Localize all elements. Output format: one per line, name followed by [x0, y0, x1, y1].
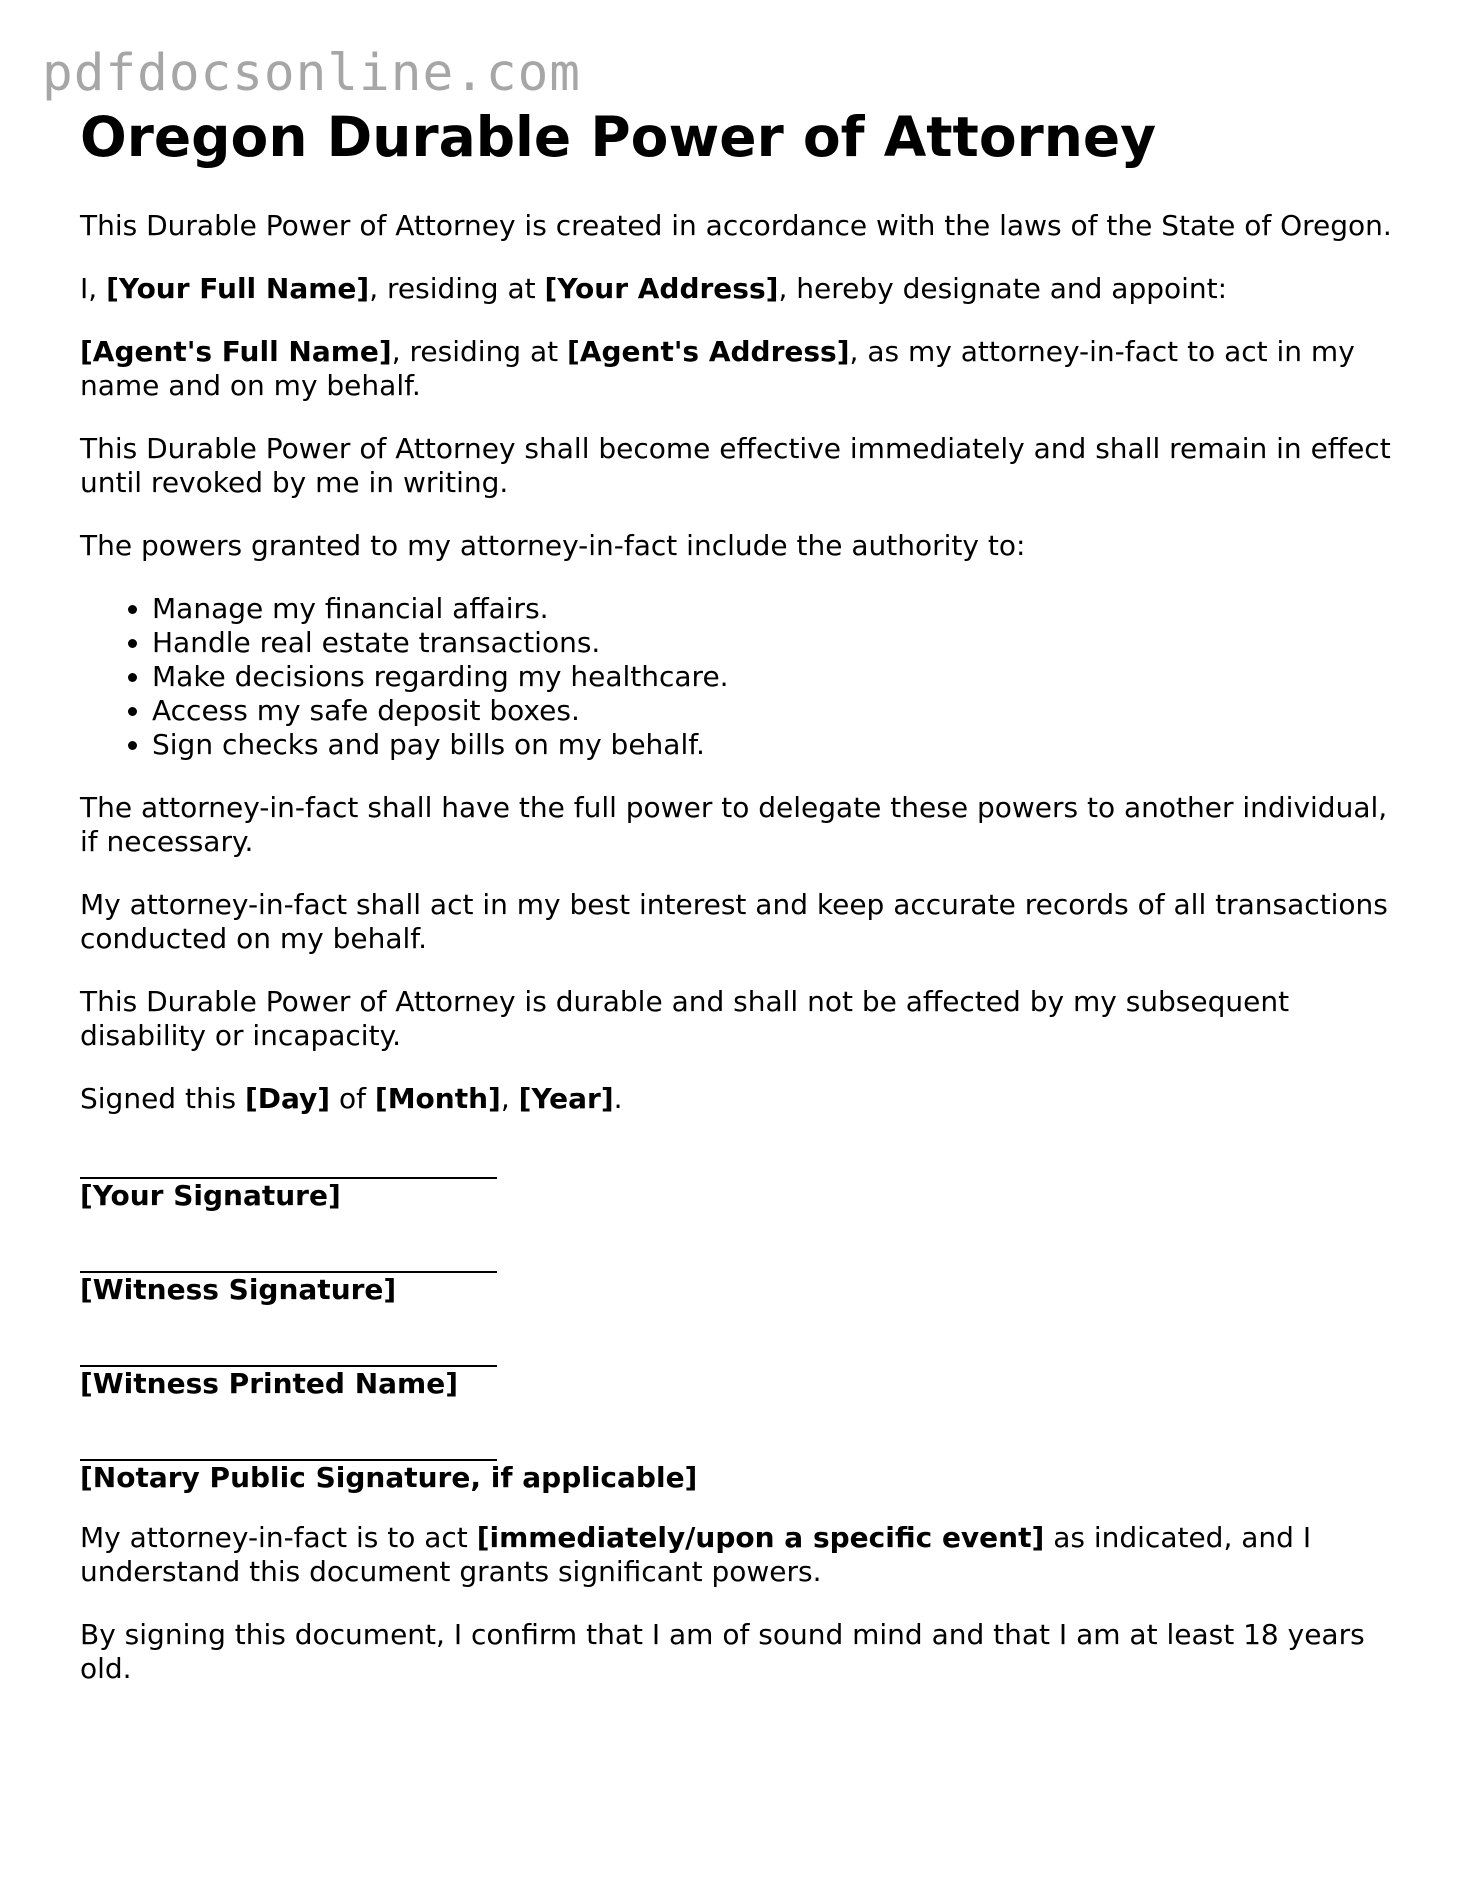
- agent-paragraph: [Agent's Full Name], residing at [Agent's Address], as my attorney-in-fact to act in my name and on my behalf.: [80, 335, 1355, 402]
- agent-name-field: [Agent's Full Name]: [80, 335, 392, 368]
- year-field: [Year]: [518, 1082, 614, 1115]
- signature-label: [Your Signature]: [80, 1179, 341, 1212]
- principal-address-field: [Your Address]: [544, 272, 779, 305]
- signature-label: [Notary Public Signature, if applicable]: [80, 1461, 698, 1494]
- signature-block-witness: [80, 1239, 1400, 1307]
- delegate-paragraph: The attorney-in-fact shall have the full power to delegate these powers to another individual, if necessary.: [80, 791, 1388, 858]
- agent-address-field: [Agent's Address]: [567, 335, 850, 368]
- signature-line[interactable]: [80, 1239, 497, 1273]
- day-field: [Day]: [244, 1082, 331, 1115]
- list-item: • Sign checks and pay bills on my behalf.: [152, 728, 1400, 762]
- signature-block-witness-name: [80, 1333, 1400, 1401]
- signature-block-notary: [80, 1427, 1400, 1495]
- signed-date-paragraph: Signed this [Day] of [Month], [Year].: [80, 1082, 623, 1115]
- signature-line[interactable]: [80, 1427, 497, 1461]
- watermark: pdfdocsonline.com: [42, 44, 581, 103]
- durable-paragraph: This Durable Power of Attorney is durable and shall not be affected by my subsequent disability or incapacity.: [80, 985, 1290, 1052]
- list-item: • Manage my financial affairs.: [152, 592, 1400, 626]
- signature-block-principal: [80, 1145, 1400, 1213]
- signature-label: [Witness Printed Name]: [80, 1367, 458, 1400]
- timing-paragraph: My attorney-in-fact is to act [immediately/upon a specific event] as indicated, and I understand this document grants significant powers.: [80, 1521, 1312, 1588]
- signature-line[interactable]: [80, 1145, 497, 1179]
- effective-paragraph: This Durable Power of Attorney shall become effective immediately and shall remain in effect until revoked by me in writing.: [80, 432, 1391, 499]
- signature-line[interactable]: [80, 1333, 497, 1367]
- document-body: [80, 104, 1400, 1715]
- principal-name-field: [Your Full Name]: [106, 272, 370, 305]
- confirm-paragraph: By signing this document, I confirm that I am of sound mind and that I am at least 18 years old.: [80, 1618, 1365, 1685]
- list-item: • Access my safe deposit boxes.: [152, 694, 1400, 728]
- month-field: [Month]: [374, 1082, 501, 1115]
- principal-paragraph: I, [Your Full Name], residing at [Your Address], hereby designate and appoint:: [80, 272, 1228, 305]
- list-item: • Handle real estate transactions.: [152, 626, 1400, 660]
- intro-paragraph: This Durable Power of Attorney is created in accordance with the laws of the State of Oregon.: [80, 209, 1392, 242]
- list-item: • Make decisions regarding my healthcare.: [152, 660, 1400, 694]
- timing-field: [immediately/upon a specific event]: [476, 1521, 1045, 1554]
- records-paragraph: My attorney-in-fact shall act in my best interest and keep accurate records of all transactions conducted on my behalf.: [80, 888, 1388, 955]
- signature-label: [Witness Signature]: [80, 1273, 397, 1306]
- page-title: Oregon Durable Power of Attorney: [80, 105, 1157, 169]
- powers-list: [80, 592, 1400, 762]
- powers-intro: The powers granted to my attorney-in-fact include the authority to:: [80, 529, 1026, 562]
